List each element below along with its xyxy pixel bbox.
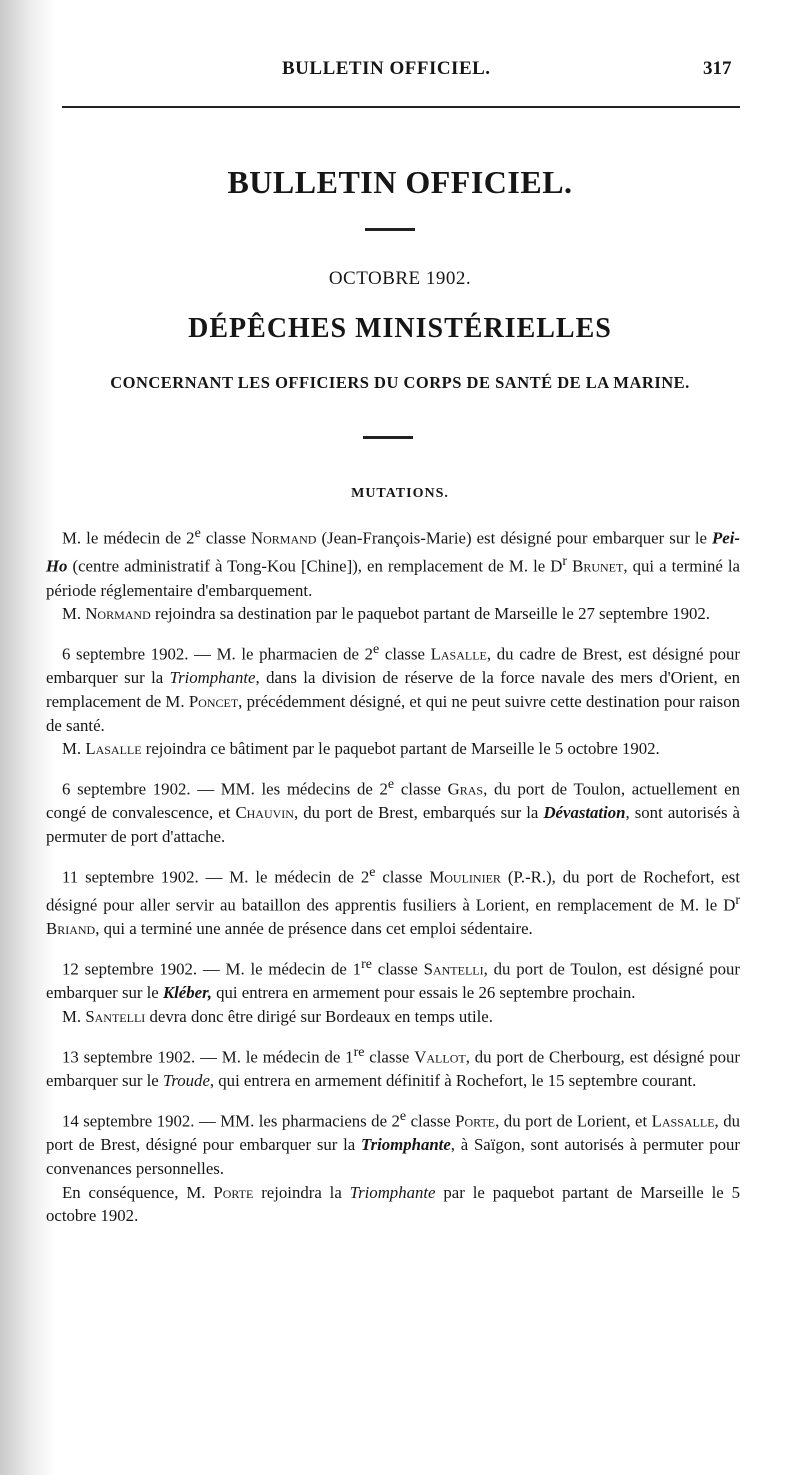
paragraph-11: En conséquence, M. Porte rejoindra la Triomphante par le paquebot partant de Marseille le 5 octobre 1902. xyxy=(46,1182,741,1226)
paragraph-5: 6 septembre 1902. — MM. les médecins de 2e classe Gras, du port de Toulon, actuellement en congé de convalescence, et Chauvin, du port de Brest, embarqués sur la Dévastation, sont autorisés à permuter de port d'attache. xyxy=(46,777,741,847)
section-divider xyxy=(363,436,413,439)
main-title: BULLETIN OFFICIEL. xyxy=(227,164,573,200)
month-heading: OCTOBRE 1902. xyxy=(328,268,472,289)
running-head: BULLETIN OFFICIEL. xyxy=(282,58,491,79)
section-heading: MUTATIONS. xyxy=(351,486,449,501)
paragraph-7: 12 septembre 1902. — M. le médecin de 1re classe Santelli, du port de Toulon, est désigné pour embarquer sur le Kléber, qui entrera en armement pour essais le 26 septembre prochain. xyxy=(46,957,740,1003)
paragraph-6: 11 septembre 1902. — M. le médecin de 2e classe Moulinier (P.-R.), du port de Rochefort, est désigné pour aller servir au bataillon des apprentis fusiliers à Lorient, en remplacement de M. le $D^r$ Briand, qui a terminé une année de présence dans cet emploi sédentaire. xyxy=(46,864,740,939)
paragraph-2: M. Normand rejoindra sa destination par le paquebot partant de Marseille le 27 septembre 1902. xyxy=(62,604,710,624)
subject-heading: CONCERNANT LES OFFICIERS DU CORPS DE SANTÉ DE LA MARINE. xyxy=(110,373,690,392)
title-divider xyxy=(365,228,415,231)
paragraph-3: 6 septembre 1902. — M. le pharmacien de 2e classe Lasalle, du cadre de Brest, est désigné pour embarquer sur la Triomphante, dans la division de réserve de la force navale des mers d'Orient, en remplacement de M. Poncet, précédemment désigné, et qui ne peut suivre cette destination pour raison de santé. xyxy=(46,642,741,735)
body-text xyxy=(46,522,740,1228)
page-number: 317 xyxy=(703,58,732,79)
paragraph-9: 13 septembre 1902. — M. le médecin de 1re classe Vallot, du port de Cherbourg, est désigné pour embarquer sur le Troude, qui entrera en armement définitif à Rochefort, le 15 septembre courant. xyxy=(46,1044,740,1091)
paragraph-1: M. le médecin de 2e classe Normand (Jean-François-Marie) est désigné pour embarquer sur le Pei-Ho (centre administratif à Tong-Kou [Chine]), en remplacement de M. le $D^r$ Brunet, qui a terminé la période réglementaire d'embarquement. xyxy=(46,526,741,600)
paragraph-8: M. Santelli devra donc être dirigé sur Bordeaux en temps utile. xyxy=(62,1007,493,1027)
dispatch-title: DÉPÊCHES MINISTÉRIELLES xyxy=(188,313,612,344)
header-rule xyxy=(62,106,740,108)
paragraph-4: M. Lasalle rejoindra ce bâtiment par le paquebot partant de Marseille le 5 octobre 1902. xyxy=(62,739,660,759)
paragraph-10: 14 septembre 1902. — MM. les pharmaciens de 2e classe Porte, du port de Lorient, et Lassalle, du port de Brest, désigné pour embarquer sur la Triomphante, à Saïgon, sont autorisés à permuter pour convenances personnelles. xyxy=(46,1108,740,1178)
